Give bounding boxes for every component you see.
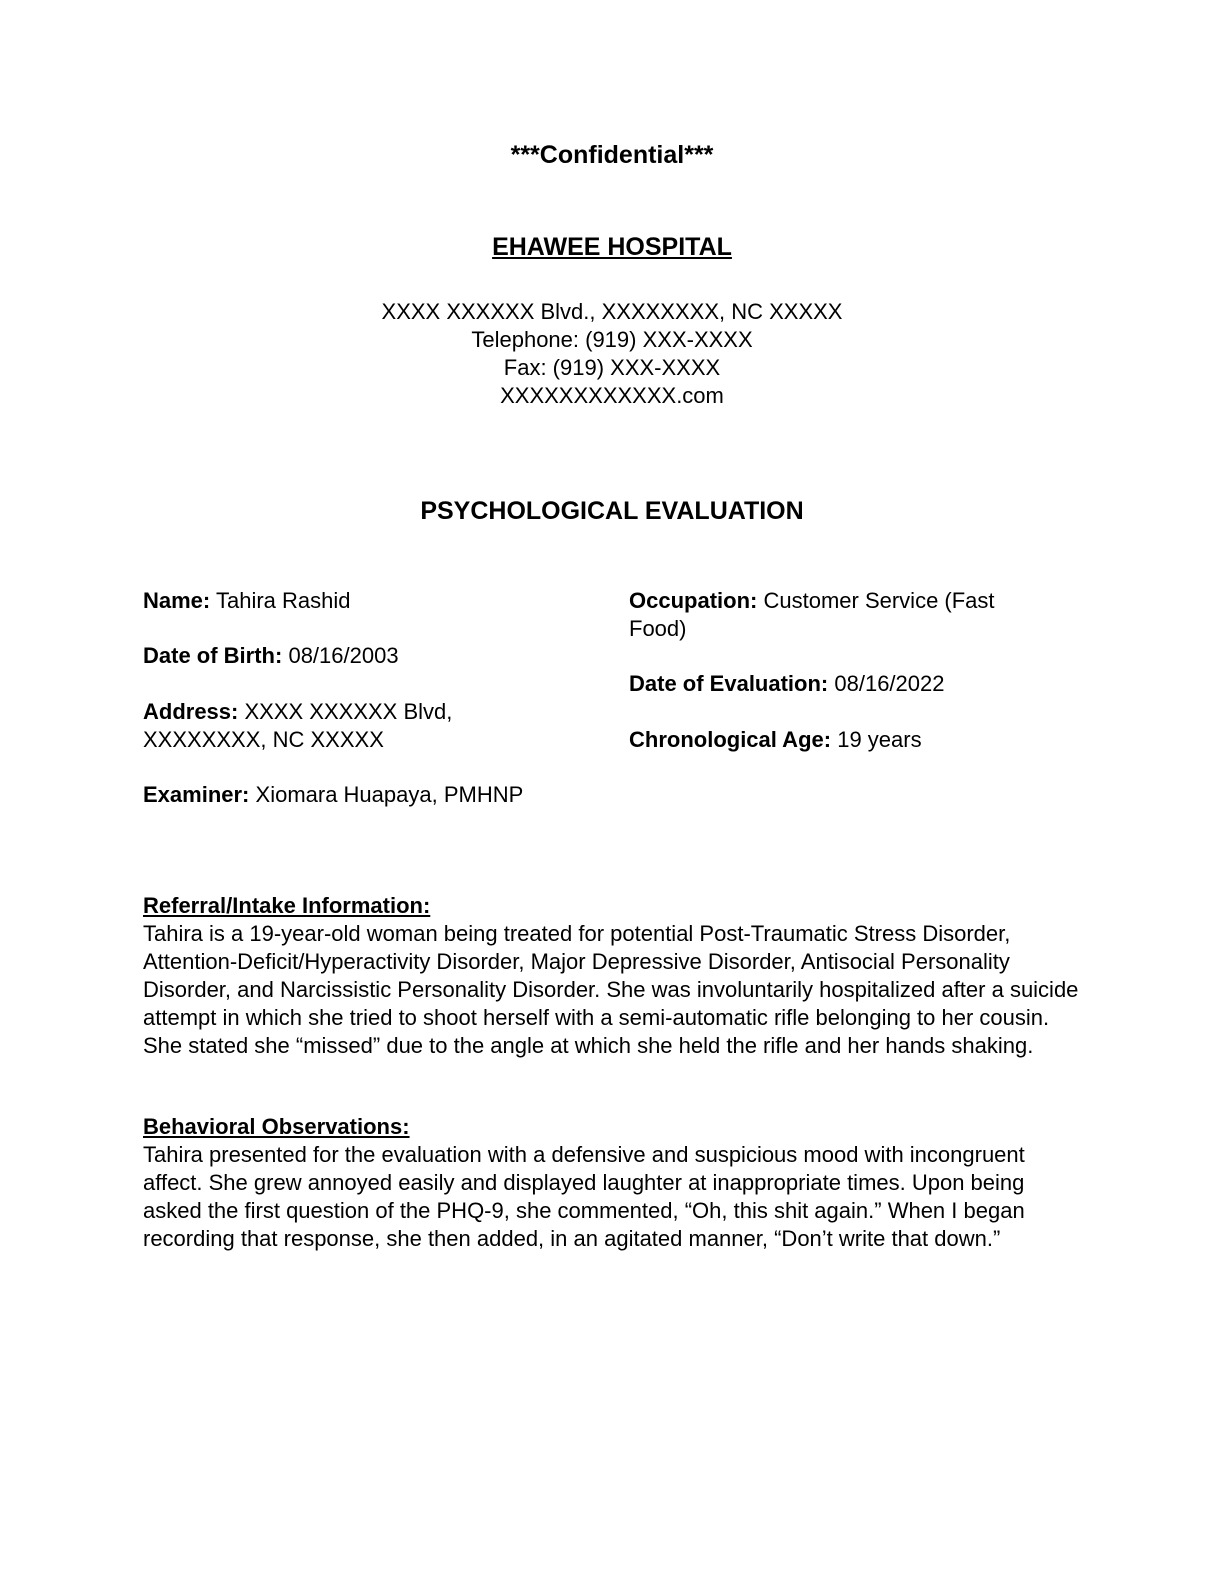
field-address-value: XXXX XXXXXX Blvd, XXXXXXXX, NC XXXXX	[143, 699, 453, 752]
field-doe-label: Date of Evaluation:	[629, 671, 829, 696]
field-date-of-evaluation	[629, 670, 1049, 698]
field-examiner-value: Xiomara Huapaya, PMHNP	[255, 782, 524, 807]
document-title: PSYCHOLOGICAL EVALUATION	[420, 497, 804, 525]
referral-heading: Referral/Intake Information:	[143, 893, 431, 918]
field-date-of-birth	[143, 642, 603, 670]
referral-body: Tahira is a 19-year-old woman being treated for potential Post-Traumatic Stress Disorder, Attention-Deficit/Hyperactivity Disorder, Major Depressive Disorder, Antisocial Personality Disorder, and Narcissistic Personality Disorder. She was involuntarily hospitalized after a suicide attempt in which she tried to shoot herself with a semi-automatic rifle belonging to her cousin. She stated she “missed” due to the angle at which she held the rifle and her hands shaking.	[143, 921, 1079, 1058]
field-dob-value: 08/16/2003	[288, 643, 399, 668]
field-name-label: Name:	[143, 588, 211, 613]
hospital-fax: Fax: (919) XXX-XXXX	[503, 355, 721, 380]
field-chronological-age	[629, 726, 1049, 754]
field-occupation	[629, 587, 1039, 643]
field-address-label: Address:	[143, 699, 239, 724]
hospital-name: EHAWEE HOSPITAL	[492, 233, 732, 261]
field-age-label: Chronological Age:	[629, 727, 832, 752]
section-behavioral	[143, 1113, 1083, 1253]
field-age-value: 19 years	[837, 727, 922, 752]
hospital-address: XXXX XXXXXX Blvd., XXXXXXXX, NC XXXXX	[381, 299, 843, 324]
hospital-telephone: Telephone: (919) XXX-XXXX	[471, 327, 753, 352]
field-dob-label: Date of Birth:	[143, 643, 283, 668]
confidential-banner: ***Confidential***	[510, 141, 714, 169]
field-doe-value: 08/16/2022	[834, 671, 945, 696]
field-occupation-label: Occupation:	[629, 588, 758, 613]
section-referral	[143, 892, 1083, 1060]
hospital-website: XXXXXXXXXXXX.com	[500, 383, 724, 408]
field-name-value: Tahira Rashid	[215, 588, 351, 613]
field-name	[143, 587, 603, 615]
behavioral-body: Tahira presented for the evaluation with a defensive and suspicious mood with incongruent affect. She grew annoyed easily and displayed laughter at inappropriate times. Upon being asked the first question of the PHQ-9, she commented, “Oh, this shit again.” When I began recording that response, she then added, in an agitated manner, “Don’t write that down.”	[143, 1142, 1025, 1251]
field-examiner	[143, 781, 603, 809]
hospital-contact-block	[0, 298, 1224, 410]
field-examiner-label: Examiner:	[143, 782, 250, 807]
behavioral-heading: Behavioral Observations:	[143, 1114, 410, 1139]
field-occupation-value: Customer Service (Fast Food)	[629, 588, 995, 641]
field-address	[143, 698, 488, 754]
